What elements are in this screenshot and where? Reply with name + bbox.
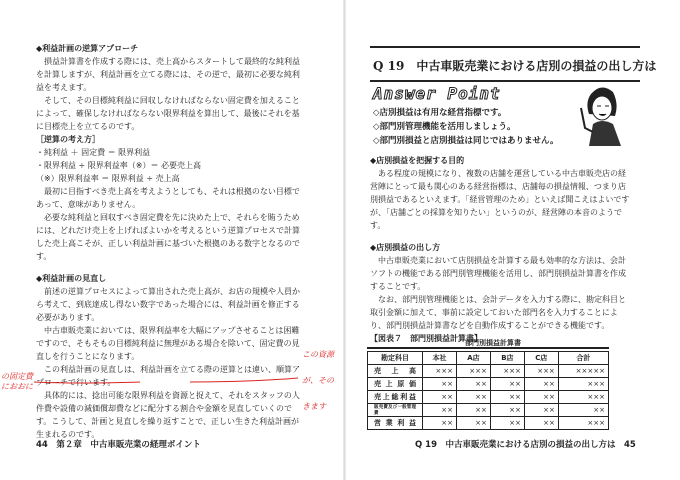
page-footer: 44 第２章 中古車販売業の経理ポイント <box>36 440 201 450</box>
amount-cell: ×× <box>524 378 558 391</box>
amount-cell: ×× <box>490 378 524 391</box>
paragraph: なお、部門別管理機能とは、会計データを入力する際に、勘定科目と取引金額に加えて、事前に設定しておいた部門名を入力することにより、部門別損益計算書などを自動作成することができる機能です。 <box>370 295 626 330</box>
paragraph: 最初に目指すべき売上高を考えようとしても、それは根拠のない目標であって、意味がありません。 <box>36 187 300 209</box>
amount-cell: ×× <box>490 391 524 404</box>
amount-cell: ×× <box>423 404 457 417</box>
answer-point-label: Answer Point <box>373 84 501 103</box>
answer-points <box>373 106 559 148</box>
amount-cell: ××××× <box>558 365 608 378</box>
amount-cell: ×× <box>456 378 490 391</box>
answer-point: ◇部門別管理機能を活用しましょう。 <box>373 122 516 132</box>
amount-cell: ××× <box>558 417 608 430</box>
paragraph: 必要な純利益と回収すべき固定費を先に決めた上で、それらを賄うためには、どれだけ売上を上げればよいかを考えるという逆算プロセスで計算した売上高こそが、正しい利益計画に基づいた根拠のある数字となるのです。 <box>36 213 300 261</box>
right-page <box>345 0 680 480</box>
section-heading: ◆店別損益を把握する目的 <box>370 156 465 165</box>
figure-label: 【図表７ 部門別損益計算書】 <box>370 334 482 343</box>
section-heading: ◆店別損益の出し方 <box>370 243 441 252</box>
paragraph: 中古車販売業において店別損益を計算する最も効率的な方法は、会計ソフトの機能である部門別管理機能を活用し、部門別損益計算書を作成することです。 <box>370 256 626 291</box>
paragraph: 損益計算書を作成する際には、売上高からスタートして最終的な純利益を計算しますが、利益計画を立てる際には、その逆で、最初に必要な純利益を考えます。 <box>36 57 300 92</box>
table-header: A店 <box>456 352 490 365</box>
account-name-cell: 売上原価 <box>368 378 423 391</box>
table-header: B店 <box>490 352 524 365</box>
account-name-cell: 営業利益 <box>368 417 423 430</box>
answer-point: ◇部門別損益と店別損益は同じではありません。 <box>373 136 559 146</box>
account-name-cell: 売上高 <box>368 365 423 378</box>
table-row <box>368 404 609 417</box>
question-title: Q 19 中古車販売業における店別の損益の出し方は <box>373 59 657 73</box>
table-row <box>368 378 609 391</box>
page-footer: Q 19 中古車販売業における店別の損益の出し方は 45 <box>415 440 636 450</box>
annotation: きます <box>302 402 326 411</box>
annotation: の固定費におおに <box>1 372 33 391</box>
section-heading: ◆利益計画の逆算アプローチ <box>36 44 139 53</box>
paragraph: 中古車販売業においては、限界利益率を大幅にアップさせることは困難ですので、そもそもの目標純利益に無理がある場合を除いて、固定費の見直しを行うことになります。 <box>36 326 300 361</box>
table-row <box>368 391 609 404</box>
answer-point: ◇店別損益は有用な経営指標です。 <box>373 108 507 118</box>
amount-cell: ×× <box>423 417 457 430</box>
caption-rule <box>367 347 609 349</box>
amount-cell: ×× <box>558 404 608 417</box>
amount-cell: ×× <box>423 378 457 391</box>
formula: ・限界利益 ÷ 限界利益率（※）＝ 必要売上高 <box>36 161 202 170</box>
account-name-cell: 販売費及び一般管理費 <box>368 404 423 417</box>
amount-cell: ×× <box>456 417 490 430</box>
paragraph: この利益計画の見直しは、利益計画を立てる際の逆算とは違い、順算アプローチで行います。 <box>36 365 300 387</box>
formula: （※）限界利益率 ＝ 限界利益 ÷ 売上高 <box>36 174 180 183</box>
title-rule-bottom <box>370 80 640 82</box>
amount-cell: ××× <box>423 365 457 378</box>
formula-title: ［逆算の考え方］ <box>36 135 100 144</box>
account-name-cell: 売上総利益 <box>368 391 423 404</box>
table-header: 合計 <box>558 352 608 365</box>
table-row <box>368 417 609 430</box>
amount-cell: ×× <box>456 404 490 417</box>
amount-cell: ×× <box>490 404 524 417</box>
presenter-illustration <box>577 84 623 146</box>
table-header: 勘定科目 <box>368 352 423 365</box>
red-handwritten-marks <box>0 360 300 420</box>
paragraph: 前述の逆算プロセスによって算出された売上高が、お店の規模や人員から考えて、到底達成し得ない数字であった場合には、利益計画を修正する必要があります。 <box>36 287 300 322</box>
amount-cell: ××× <box>490 365 524 378</box>
amount-cell: ×× <box>456 391 490 404</box>
table-caption: 部門別損益計算書 <box>465 339 521 347</box>
amount-cell: ××× <box>558 378 608 391</box>
table-row <box>368 365 609 378</box>
amount-cell: ×× <box>490 417 524 430</box>
section-heading: ◆利益計画の見直し <box>36 274 107 283</box>
right-body <box>370 154 632 345</box>
amount-cell: ××× <box>524 365 558 378</box>
annotation: が、その <box>302 376 334 385</box>
amount-cell: ×× <box>524 404 558 417</box>
formula: ・純利益 ＋ 固定費 ＝ 限界利益 <box>36 148 151 157</box>
paragraph: ある程度の規模になり、複数の店舗を運営している中古車販売店の経営陣にとって最も関心のある経営指標は、店舗毎の損益情報、つまり店別損益であるといえます。「経営管理のため」といえば聞こえはよいですが、「店舗ごとの採算を知りたい」というのが、経営陣の本音のようです。 <box>370 169 630 230</box>
department-pl-table <box>367 351 609 430</box>
amount-cell: ×× <box>524 417 558 430</box>
paragraph: 具体的には、捻出可能な限界利益を資源と捉えて、それをスタッフの人件費や設備の減価償却費などに配分する割合や金額を見直していくのです。こうして、計画と見直しを繰り返すことで、正しい生きた利益計画が生まれるのです。 <box>36 391 300 439</box>
paragraph: そして、その目標純利益に回収しなければならない固定費を加えることによって、確保しなければならない限界利益を算出して、最後にそれを基に目標売上を立てるのです。 <box>36 96 300 131</box>
amount-cell: ××× <box>558 391 608 404</box>
title-rule-top <box>370 46 640 48</box>
amount-cell: ×× <box>423 391 457 404</box>
amount-cell: ×× <box>524 391 558 404</box>
table-header: C店 <box>524 352 558 365</box>
amount-cell: ××× <box>456 365 490 378</box>
annotation: この資源 <box>302 350 334 359</box>
table-header: 本社 <box>423 352 457 365</box>
